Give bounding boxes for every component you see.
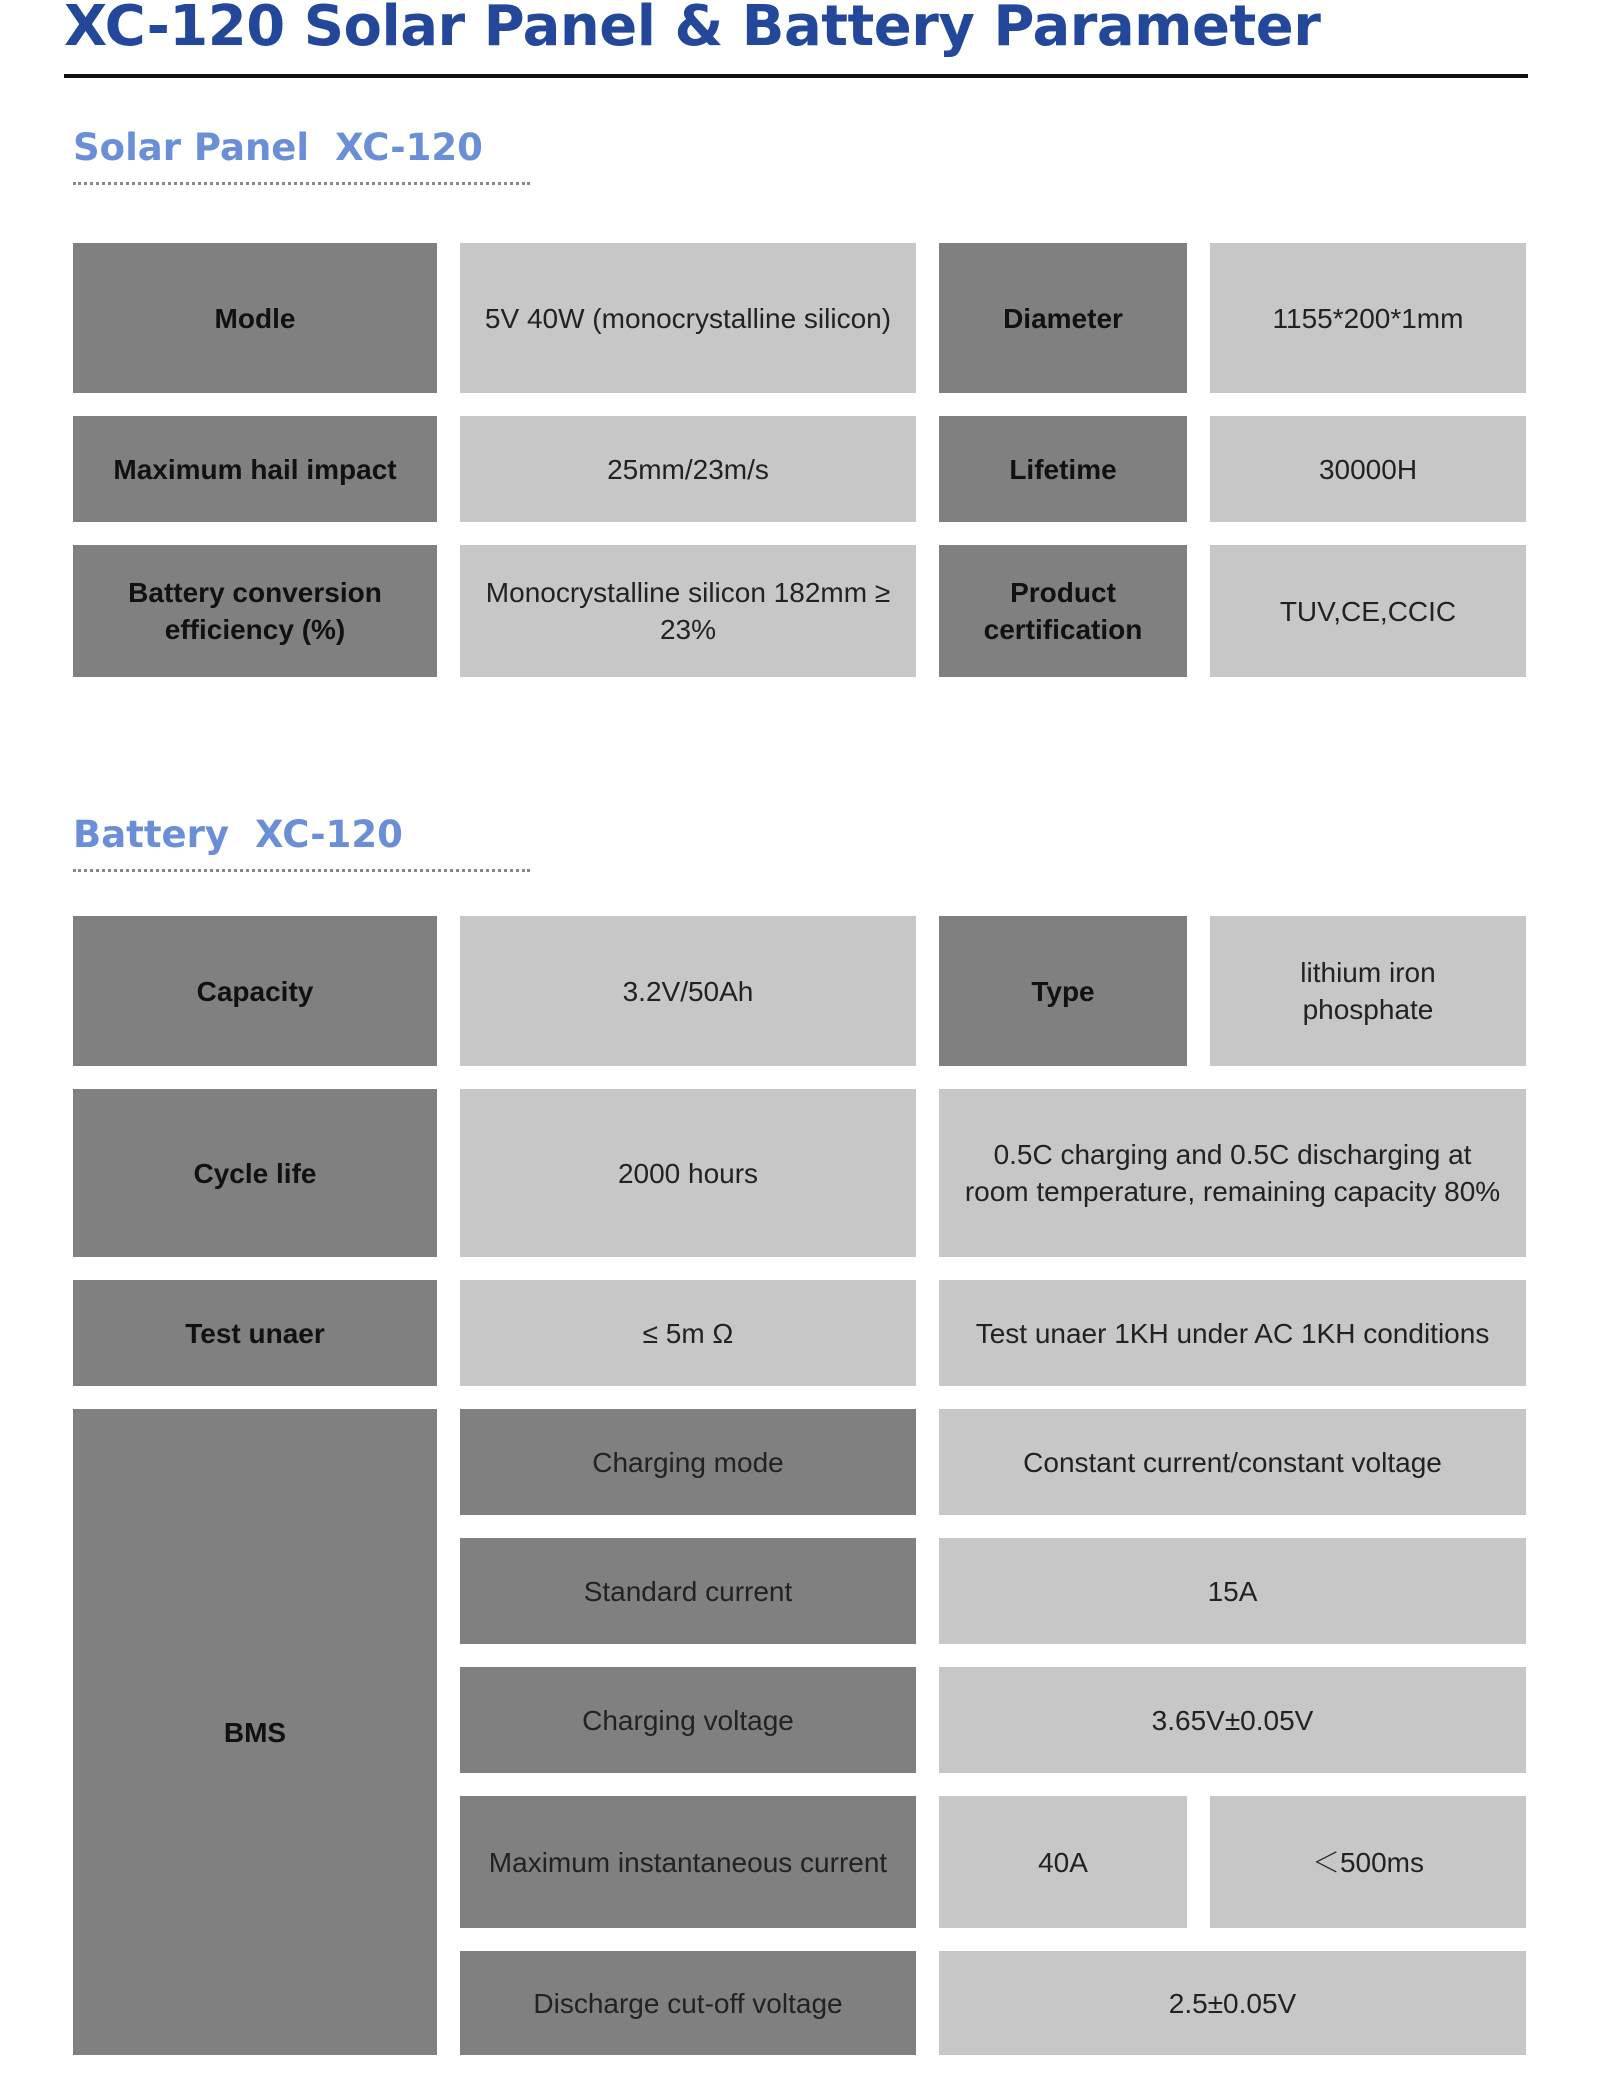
- battery-title-name: Battery: [73, 813, 230, 856]
- battery-test-condition: Test unaer 1KH under AC 1KH conditions: [939, 1280, 1526, 1386]
- bms-value-charging-mode: Constant current/constant voltage: [939, 1409, 1526, 1515]
- bms-name-discharge-cutoff: Discharge cut-off voltage: [460, 1951, 916, 2055]
- bms-name-charging-voltage: Charging voltage: [460, 1667, 916, 1773]
- bms-label: BMS: [73, 1409, 437, 2055]
- battery-value-test: ≤ 5m Ω: [460, 1280, 916, 1386]
- bms-value-max-instantaneous-current: 40A: [939, 1796, 1187, 1928]
- solar-panel-section-title: [73, 126, 483, 169]
- bms-name-standard-current: Standard current: [460, 1538, 916, 1644]
- bms-value-discharge-cutoff: 2.5±0.05V: [939, 1951, 1526, 2055]
- title-divider: [64, 74, 1528, 78]
- bms-value-standard-current: 15A: [939, 1538, 1526, 1644]
- solar-panel-title-model: XC-120: [335, 126, 483, 169]
- solar-label-hail-impact: Maximum hail impact: [73, 416, 437, 522]
- solar-label-lifetime: Lifetime: [939, 416, 1187, 522]
- battery-value-cycle-life: 2000 hours: [460, 1089, 916, 1257]
- solar-value-certification: TUV,CE,CCIC: [1210, 545, 1526, 677]
- battery-title-underline: [73, 869, 530, 872]
- bms-value-charging-voltage: 3.65V±0.05V: [939, 1667, 1526, 1773]
- battery-title-model: XC-120: [255, 813, 403, 856]
- battery-section-title: [73, 813, 403, 856]
- battery-label-test: Test unaer: [73, 1280, 437, 1386]
- solar-label-modle: Modle: [73, 243, 437, 393]
- battery-cycle-life-condition: 0.5C charging and 0.5C discharging at room temperature, remaining capacity 80%: [939, 1089, 1526, 1257]
- solar-label-diameter: Diameter: [939, 243, 1187, 393]
- bms-name-charging-mode: Charging mode: [460, 1409, 916, 1515]
- battery-value-type: lithium iron phosphate: [1210, 916, 1526, 1066]
- solar-value-modle: 5V 40W (monocrystalline silicon): [460, 243, 916, 393]
- page-title: XC-120 Solar Panel & Battery Parameter: [64, 0, 1321, 59]
- bms-value-max-instantaneous-duration: ＜500ms: [1210, 1796, 1526, 1928]
- solar-label-certification: Product certification: [939, 545, 1187, 677]
- battery-label-capacity: Capacity: [73, 916, 437, 1066]
- battery-label-cycle-life: Cycle life: [73, 1089, 437, 1257]
- solar-value-diameter: 1155*200*1mm: [1210, 243, 1526, 393]
- solar-label-conversion-efficiency: Battery conversion efficiency (%): [73, 545, 437, 677]
- bms-name-max-instantaneous-current: Maximum instantaneous current: [460, 1796, 916, 1928]
- solar-value-hail-impact: 25mm/23m/s: [460, 416, 916, 522]
- battery-value-capacity: 3.2V/50Ah: [460, 916, 916, 1066]
- solar-value-lifetime: 30000H: [1210, 416, 1526, 522]
- solar-panel-title-underline: [73, 182, 530, 185]
- battery-label-type: Type: [939, 916, 1187, 1066]
- solar-panel-title-name: Solar Panel: [73, 126, 310, 169]
- solar-value-conversion-efficiency: Monocrystalline silicon 182mm ≥ 23%: [460, 545, 916, 677]
